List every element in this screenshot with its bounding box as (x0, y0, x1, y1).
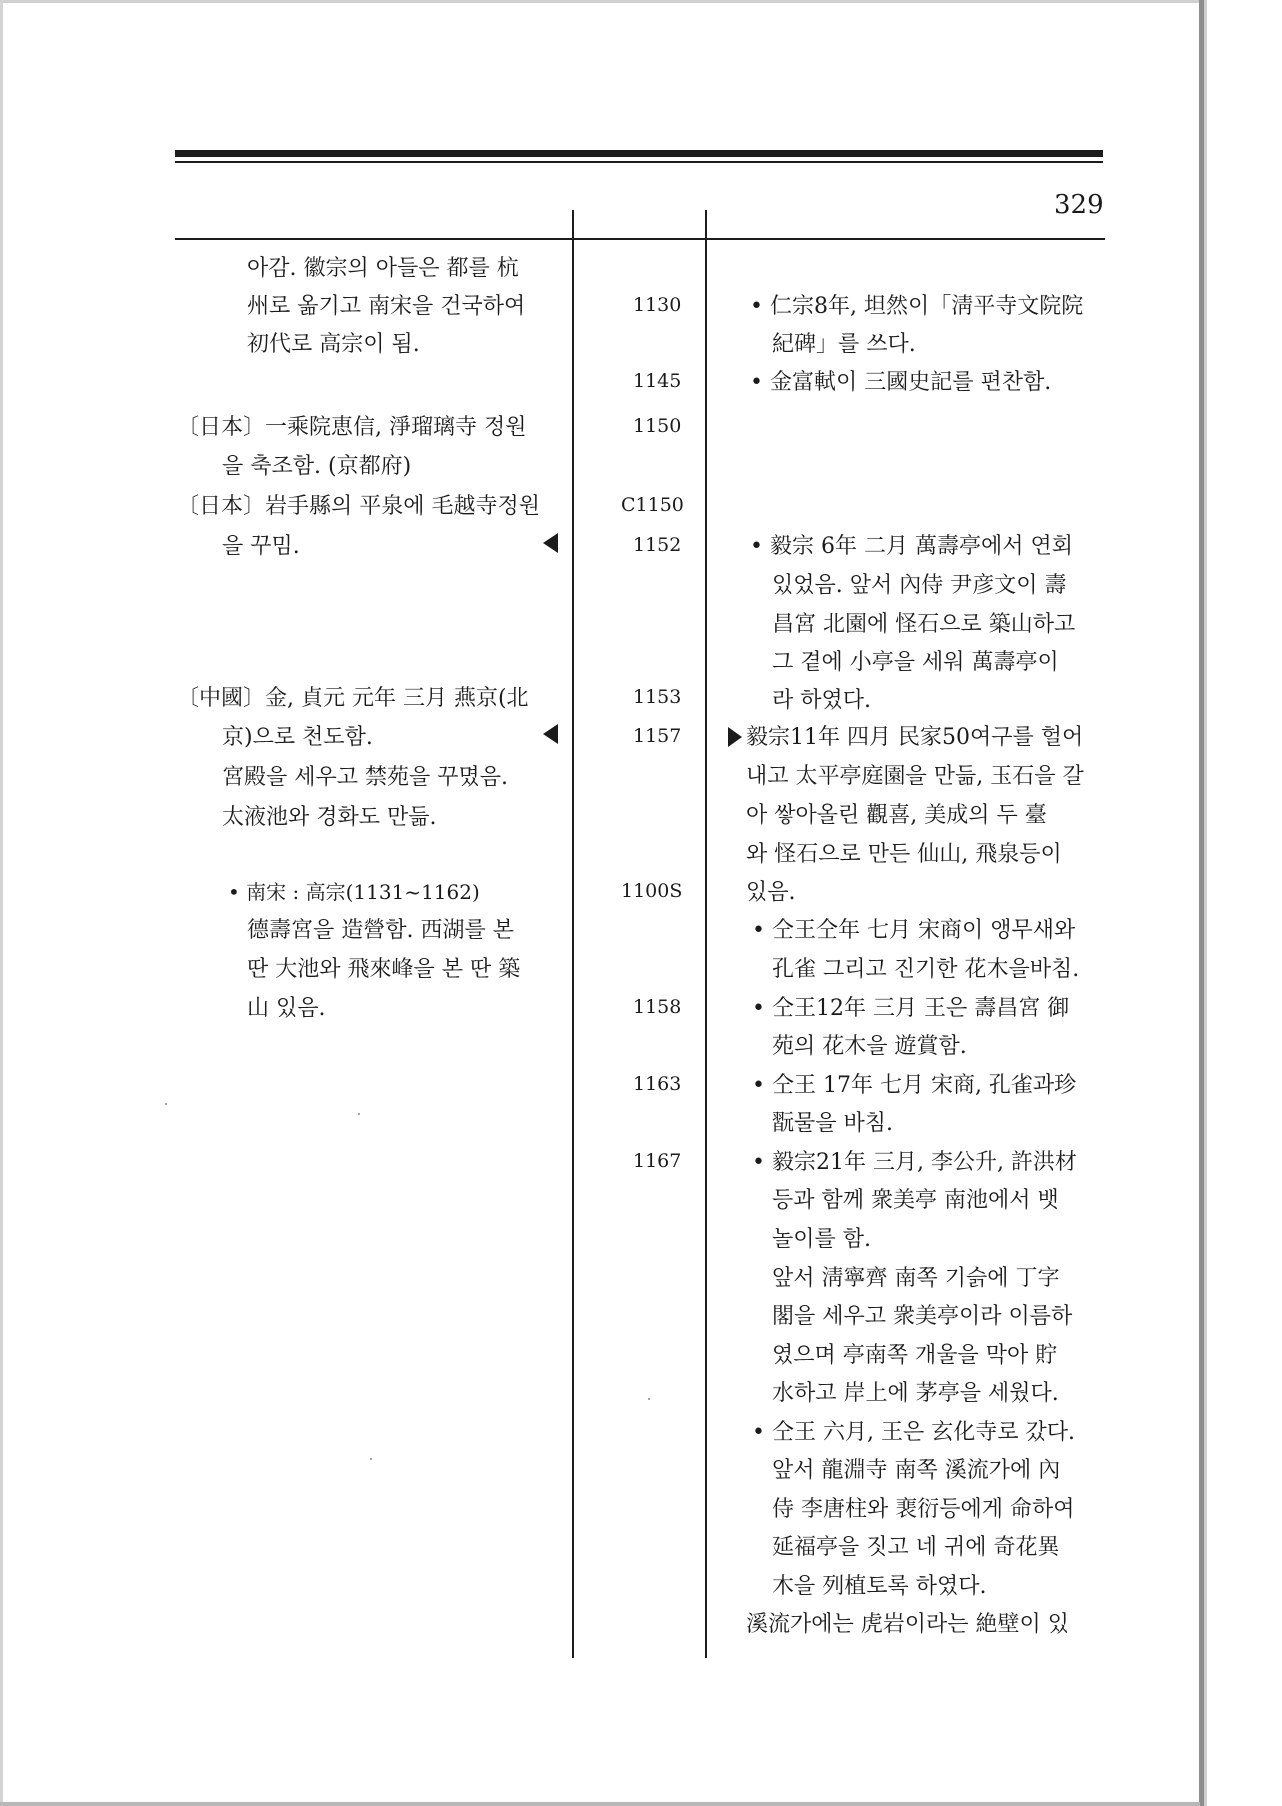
year-cell: 1163 (633, 1073, 682, 1095)
right-line: 翫물을 바침. (772, 1111, 893, 1136)
scan-speck (648, 1398, 650, 1400)
scan-speck (165, 1103, 167, 1105)
column-divider-left (572, 210, 574, 1658)
right-marker-arrow-icon (728, 727, 742, 747)
right-line: 있었음. 앞서 內侍 尹彦文이 壽 (772, 573, 1067, 598)
right-line: 孔雀 그리고 진기한 花木을바침. (772, 957, 1080, 982)
right-line: 水하고 岸上에 茅亭을 세웠다. (772, 1381, 1059, 1406)
right-line: • 金富軾이 三國史記를 편찬함. (750, 370, 1052, 395)
table-header-rule (175, 238, 1105, 240)
right-line: 앞서 淸寧齊 南쪽 기슭에 丁字 (772, 1266, 1060, 1291)
right-line: • 仝王 17年 七月 宋商, 孔雀과珍 (752, 1073, 1077, 1098)
left-line: 아감. 徽宗의 아들은 都를 杭 (247, 256, 519, 281)
left-line: 宮殿을 세우고 禁苑을 꾸몄음. (222, 765, 508, 790)
left-line: 을 꾸밈. (222, 534, 300, 559)
right-line: 木을 列植토록 하였다. (772, 1574, 987, 1599)
right-line: 侍 李唐柱와 裵衍등에게 命하여 (772, 1497, 1075, 1522)
right-line: 앞서 龍淵寺 南쪽 溪流가에 內 (772, 1458, 1061, 1483)
left-line: 初代로 高宗이 됨. (247, 332, 420, 357)
right-line: • 仁宗8年, 坦然이「淸平寺文院院 (750, 294, 1084, 319)
year-cell: 1100S (621, 880, 683, 902)
left-line: 〔日本〕一乘院恵信, 淨瑠璃寺 정원 (177, 415, 527, 440)
right-line: 閣을 세우고 衆美亭이라 이름하 (772, 1304, 1073, 1329)
left-line: 州로 옮기고 南宋을 건국하여 (247, 294, 526, 319)
right-line: 그 곁에 小亭을 세워 萬壽亭이 (772, 650, 1059, 675)
right-line: 毅宗11年 四月 民家50여구를 헐어 (746, 725, 1084, 750)
year-cell: 1153 (633, 686, 682, 708)
left-line: 〔日本〕岩手縣의 平泉에 毛越寺정원 (177, 494, 540, 519)
year-cell: 1130 (633, 294, 682, 316)
scan-edge-bottom (0, 1802, 1200, 1806)
scan-speck (370, 1458, 372, 1460)
left-line: 太液池와 경화도 만듦. (222, 805, 437, 830)
right-line: 溪流가에는 虎岩이라는 絶壁이 있 (746, 1612, 1069, 1637)
left-line: 을 축조함. (京都府) (222, 454, 412, 479)
scan-edge-left (0, 0, 3, 1806)
right-line: 내고 太平亭庭園을 만듦, 玉石을 갈 (746, 764, 1084, 789)
header-rule-thick (175, 150, 1103, 157)
year-cell: 1150 (633, 415, 682, 437)
left-line: 딴 大池와 飛來峰을 본 딴 築 (247, 957, 521, 982)
right-line: • 毅宗21年 三月, 李公升, 許洪材 (752, 1150, 1077, 1175)
year-cell: 1167 (633, 1150, 682, 1172)
right-line: • 仝王12年 三月 王은 壽昌宮 御 (752, 996, 1070, 1021)
left-line: 〔中國〕金, 貞元 元年 三月 燕京(北 (177, 686, 529, 711)
scan-speck (358, 1113, 360, 1115)
left-line: 京)으로 천도함. (222, 725, 373, 750)
year-cell: 1157 (633, 725, 682, 747)
year-cell: 1158 (633, 996, 682, 1018)
right-line: 라 하였다. (772, 688, 871, 713)
right-line: • 仝王 六月, 王은 玄化寺로 갔다. (752, 1420, 1075, 1445)
right-line: 苑의 花木을 遊賞함. (772, 1034, 967, 1059)
right-line: 등과 함께 衆美亭 南池에서 뱃 (772, 1188, 1059, 1213)
left-line: 德壽宮을 造營함. 西湖를 본 (247, 918, 514, 943)
right-line: 와 怪石으로 만든 仙山, 飛泉등이 (746, 842, 1062, 867)
scan-edge-top (0, 0, 1200, 3)
right-line: 延福亭을 짓고 네 귀에 奇花異 (772, 1535, 1060, 1560)
right-line: • 仝王仝年 七月 宋商이 앵무새와 (752, 918, 1076, 943)
scan-edge-right-shadow (1204, 0, 1207, 1806)
right-line: 놀이를 함. (772, 1227, 871, 1252)
left-line: 山 있음. (247, 996, 326, 1021)
left-marker-arrow-icon (543, 724, 558, 744)
right-line: 紀碑」를 쓰다. (772, 332, 916, 357)
left-line: • 南宋 : 高宗(1131~1162) (228, 880, 480, 904)
right-line: 였으며 亭南쪽 개울을 막아 貯 (772, 1343, 1058, 1368)
left-marker-arrow-icon (543, 533, 558, 553)
year-cell: 1145 (633, 370, 682, 392)
right-line: 昌宮 北園에 怪石으로 築山하고 (772, 612, 1076, 637)
column-divider-right (705, 210, 707, 1658)
year-cell: 1152 (633, 534, 682, 556)
right-line: 있음. (746, 880, 796, 905)
year-cell: C1150 (621, 494, 684, 516)
right-line: 아 쌓아올린 觀喜, 美成의 두 臺 (746, 803, 1047, 828)
header-rule-thin (175, 161, 1103, 163)
right-line: • 毅宗 6年 二月 萬壽亭에서 연회 (750, 534, 1073, 559)
page-number: 329 (1054, 190, 1104, 220)
